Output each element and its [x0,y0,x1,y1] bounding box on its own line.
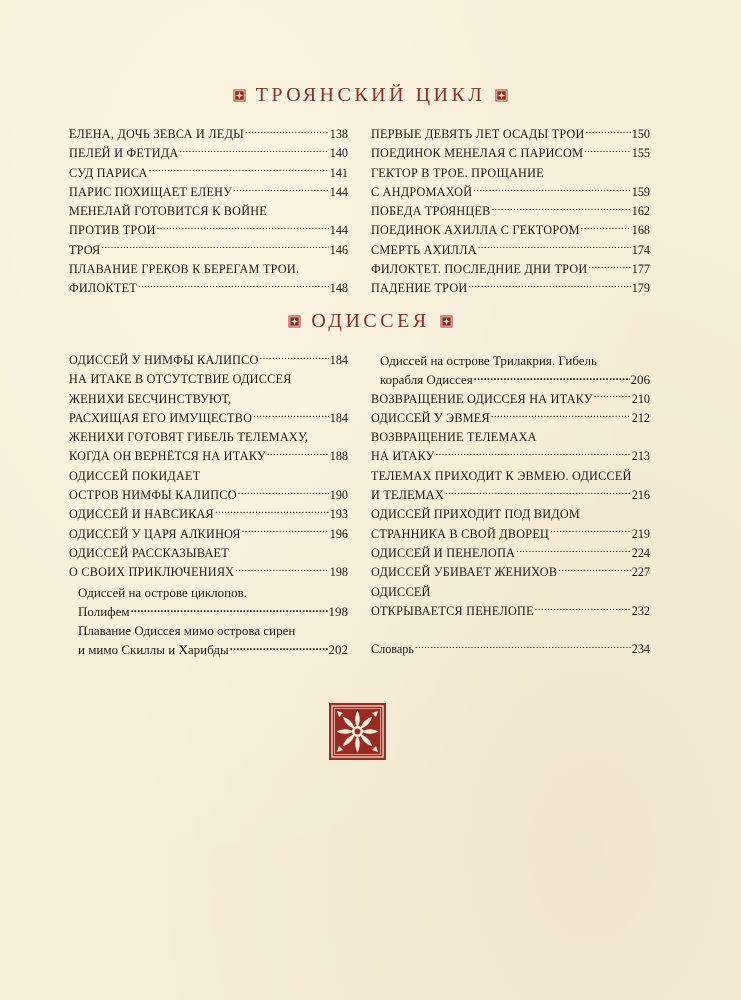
square-flower-ornament-icon [440,315,453,328]
toc-entry[interactable] [371,221,650,240]
toc-column-odyssey-right [371,351,650,659]
toc-entry-title: ОДИССЕЙ ПОКИДАЕТ [69,468,201,483]
toc-spacer [371,621,650,640]
toc-dot-leader [253,410,329,422]
toc-entry[interactable] [69,583,348,622]
toc-entry-title: НА ИТАКЕ В ОТСУТСТВИЕ ОДИССЕЯ [69,372,292,387]
toc-page-number: 184 [329,410,348,425]
toc-dot-leader [233,184,329,196]
toc-dot-leader [478,242,631,254]
toc-entry[interactable] [69,183,348,202]
toc-page-number: 144 [329,184,348,199]
square-flower-ornament-icon [495,89,508,102]
toc-entry-title: ОДИССЕЙ И ПЕНЕЛОПА [371,545,516,560]
rosette-ornament-icon [329,703,386,760]
toc-entry-title: ЖЕНИХИ ГОТОВЯТ ГИБЕЛЬ ТЕЛЕМАХУ, [69,430,309,445]
toc-entry-title: ОДИССЕЙ И НАВСИКАЯ [69,507,214,522]
toc-page-number: 193 [329,507,348,522]
toc-entry-title: ГЕКТОР В ТРОЕ. ПРОЩАНИЕ [371,165,544,180]
toc-entry[interactable] [69,621,348,660]
toc-entry-title: МЕНЕЛАЙ ГОТОВИТСЯ К ВОЙНЕ [69,204,267,219]
toc-page-number: 202 [328,642,348,658]
toc-dot-leader [550,526,631,538]
toc-entry-title: ОТКРЫВАЕТСЯ ПЕНЕЛОПЕ [371,603,534,618]
toc-entry-title: ОДИССЕЙ УБИВАЕТ ЖЕНИХОВ [371,565,558,580]
toc-entry[interactable] [69,467,348,506]
toc-entry-title: ПАРИС ПОХИЩАЕТ ЕЛЕНУ [69,184,233,199]
toc-entry[interactable] [371,202,650,221]
toc-page-number: 155 [631,146,650,161]
toc-dot-leader [468,280,630,292]
toc-dot-leader [138,280,329,292]
toc-page-number: 210 [631,391,650,406]
toc-entry-title: СМЕРТЬ АХИЛЛА [371,242,477,257]
toc-dot-leader [516,545,631,557]
toc-page-number: 198 [329,565,348,580]
toc-entry-title: Плавание Одиссея мимо острова сирен [78,623,296,639]
toc-page-number: 138 [329,127,348,141]
section-title-text: ОДИССЕЯ [311,310,430,332]
toc-entry[interactable] [371,351,650,390]
toc-dot-leader [242,526,329,538]
toc-dot-leader [474,372,630,384]
toc-dot-leader [581,222,631,234]
toc-entry-title: ПРОТИВ ТРОИ [69,223,156,238]
toc-page-number: 188 [329,449,348,464]
toc-entry-title: ВОЗВРАЩЕНИЕ ТЕЛЕМАХА [371,430,537,445]
toc-entry[interactable] [69,505,348,524]
toc-entry-title: СТРАННИКА В СВОЙ ДВОРЕЦ [371,526,550,541]
toc-entry[interactable] [371,260,650,279]
toc-page-number: 159 [631,184,650,199]
toc-entry-title: ЕЛЕНА, ДОЧЬ ЗЕВСА И ЛЕДЫ [69,127,245,141]
toc-entry[interactable] [371,563,650,582]
toc-column-odyssey-left [69,351,348,660]
toc-page-number: 232 [631,603,650,618]
toc-entry-title: ПЕРВЫЕ ДЕВЯТЬ ЛЕТ ОСАДЫ ТРОИ [371,127,585,141]
toc-page-number: 177 [631,262,650,277]
toc-entry-title: ПОБЕДА ТРОЯНЦЕВ [371,204,491,219]
toc-entry-title: ОДИССЕЙ РАССКАЗЫВАЕТ [69,545,229,560]
square-flower-ornament-icon [288,315,301,328]
toc-page-number: 224 [631,545,650,560]
section-title-trojan [0,84,741,107]
toc-entry-title: КОГДА ОН ВЕРНЁТСЯ НА ИТАКУ [69,449,266,464]
toc-page-number: 219 [631,526,650,541]
toc-entry-title: Одиссей на острове Трилакрия. Гибель [380,353,597,368]
toc-entry-title: ПЛАВАНИЕ ГРЕКОВ К БЕРЕГАМ ТРОИ. [69,262,300,277]
toc-entry-title: ОДИССЕЙ [371,584,431,599]
toc-entry-title: С АНДРОМАХОЙ [371,184,473,199]
toc-entry-title: НА ИТАКУ [371,449,435,464]
toc-entry[interactable] [69,351,348,370]
toc-entry[interactable] [69,525,348,544]
toc-page-number: 216 [631,488,650,503]
toc-page-number: 146 [329,242,348,257]
toc-entry-title: О СВОИХ ПРИКЛЮЧЕНИЯХ [69,565,235,580]
toc-page-number: 141 [329,165,348,180]
toc-entry-title: ПОЕДИНОК МЕНЕЛАЯ С ПАРИСОМ [371,146,584,161]
toc-entry[interactable] [69,428,348,467]
toc-dot-leader [445,487,631,499]
toc-entry-title: ОДИССЕЙ У НИМФЫ КАЛИПСО [69,353,259,367]
toc-entry[interactable] [371,428,650,467]
toc-entry[interactable] [371,640,650,659]
toc-entry[interactable] [69,241,348,260]
toc-dot-leader [535,603,631,615]
toc-entry-title: ПОЕДИНОК АХИЛЛА С ГЕКТОРОМ [371,223,580,238]
square-flower-ornament-icon [233,89,246,102]
toc-dot-leader [267,448,329,460]
toc-entry[interactable] [371,505,650,544]
toc-dot-leader [436,448,631,460]
toc-entry-title: ПАДЕНИЕ ТРОИ [371,281,468,296]
toc-column-trojan-right [371,125,650,299]
toc-dot-leader [491,410,631,422]
toc-entry-title: ТЕЛЕМАХ ПРИХОДИТ К ЭВМЕЮ. ОДИССЕЙ [371,468,632,483]
toc-page-number: 234 [631,642,650,657]
toc-page-number: 144 [329,223,348,238]
toc-column-trojan-left [69,125,348,299]
toc-dot-leader [594,391,631,403]
toc-entry[interactable] [371,583,650,622]
toc-page-number: 206 [630,372,650,388]
toc-page-number: 162 [631,204,650,219]
toc-entry[interactable] [371,390,650,409]
toc-page-number: 148 [329,281,348,296]
toc-dot-leader [584,145,631,157]
toc-dot-leader [230,642,328,654]
toc-dot-leader [558,564,631,576]
toc-entry[interactable] [69,260,348,299]
toc-entry-title: ОДИССЕЙ ПРИХОДИТ ПОД ВИДОМ [371,507,580,522]
toc-dot-leader [131,604,328,616]
toc-page-number: 213 [631,449,650,464]
toc-entry-title: ФИЛОКТЕТ [69,281,137,296]
toc-page-number: 140 [329,146,348,161]
toc-entry[interactable] [69,544,348,583]
toc-dot-leader [415,641,631,653]
toc-entry[interactable] [371,467,650,506]
toc-entry-title: ОДИССЕЙ У ЦАРЯ АЛКИНОЯ [69,526,241,541]
toc-entry-title: корабля Одиссея [380,372,473,388]
toc-entry-title: РАСХИЩАЯ ЕГО ИМУЩЕСТВО [69,410,253,425]
toc-dot-leader [238,487,329,499]
toc-dot-leader [157,222,329,234]
toc-dot-leader [492,203,631,215]
toc-entry-title: СУД ПАРИСА [69,165,148,180]
toc-dot-leader [588,261,630,273]
toc-dot-leader [245,126,329,138]
toc-entry[interactable] [69,202,348,241]
toc-page-number: 184 [329,353,348,367]
toc-entry-title: И ТЕЛЕМАХ [371,488,444,503]
toc-dot-leader [179,145,328,157]
toc-page-number: 190 [329,488,348,503]
toc-entry-title: ВОЗВРАЩЕНИЕ ОДИССЕЯ НА ИТАКУ [371,391,593,406]
toc-entry[interactable] [371,279,650,298]
toc-entry[interactable] [69,125,348,144]
toc-entry-title: Одиссей на острове циклопов. [78,584,248,600]
toc-entry-title: Словарь [371,642,414,657]
toc-entry-title: ПЕЛЕЙ И ФЕТИДА [69,146,179,161]
toc-page-number: 168 [631,223,650,238]
toc-entry[interactable] [69,164,348,183]
toc-entry[interactable] [371,125,650,144]
toc-entry-title: ЖЕНИХИ БЕСЧИНСТВУЮТ, [69,391,232,406]
toc-entry[interactable] [371,544,650,563]
toc-page-number: 179 [631,281,650,296]
toc-entry[interactable] [371,164,650,203]
toc-entry-title: ОДИССЕЙ У ЭВМЕЯ [371,410,490,425]
toc-dot-leader [473,184,630,196]
toc-entry-title: ТРОЯ [69,242,101,257]
toc-dot-leader [260,352,329,364]
toc-entry-title: и мимо Скиллы и Харибды [78,642,229,658]
toc-entry[interactable] [371,144,650,163]
toc-page-number: 174 [631,242,650,257]
toc-entry[interactable] [69,144,348,163]
toc-page-number: 212 [631,410,650,425]
toc-page-number: 150 [631,127,650,141]
toc-page-number: 227 [631,565,650,580]
toc-dot-leader [101,242,328,254]
toc-entry-title: Полифем [78,603,130,619]
toc-entry[interactable] [371,241,650,260]
toc-dot-leader [215,506,329,518]
toc-entry-title: ОСТРОВ НИМФЫ КАЛИПСО [69,488,237,503]
toc-dot-leader [586,126,631,138]
toc-entry[interactable] [69,370,348,428]
toc-entry-title: ФИЛОКТЕТ. ПОСЛЕДНИЕ ДНИ ТРОИ [371,262,588,277]
section-title-text: ТРОЯНСКИЙ ЦИКЛ [255,84,486,106]
toc-dot-leader [149,165,329,177]
toc-page-number: 198 [328,603,348,619]
toc-entry[interactable] [371,409,650,428]
toc-page-number: 196 [329,526,348,541]
section-title-odyssey [0,310,741,333]
toc-dot-leader [235,564,328,576]
